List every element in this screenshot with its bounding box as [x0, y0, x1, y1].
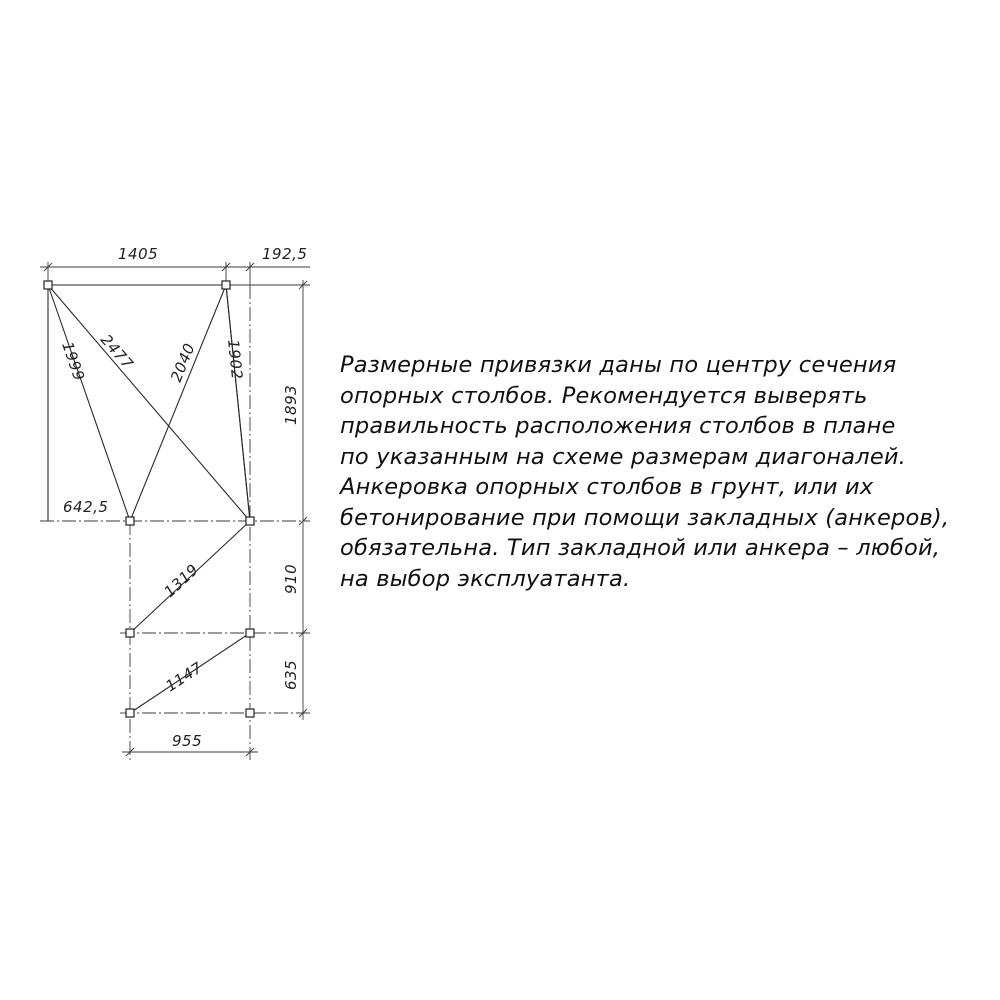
- diagonal-2477: [48, 285, 250, 521]
- post-mid-left: [126, 517, 134, 525]
- dim-label-642-5: 642,5: [63, 498, 109, 516]
- dim-label-1319: 1319: [160, 560, 203, 601]
- dim-label-955: 955: [172, 732, 203, 750]
- post-row4-right: [246, 709, 254, 717]
- note-line: опорных столбов. Рекомендуется выверять: [340, 382, 868, 409]
- dim-label-2477: 2477: [96, 330, 137, 373]
- dim-label-2040: 2040: [167, 340, 199, 385]
- dim-label-910: 910: [282, 563, 300, 594]
- note-line: правильность расположения столбов в плане: [340, 413, 896, 439]
- dim-label-1902: 1902: [224, 338, 247, 381]
- dim-label-1893: 1893: [282, 384, 300, 425]
- post-top-right: [222, 281, 230, 289]
- post-row3-right: [246, 629, 254, 637]
- diagonal-1902: [226, 285, 250, 521]
- post-top-left: [44, 281, 52, 289]
- note-line: Размерные привязки даны по центру сечения: [340, 352, 897, 378]
- note-line: на выбор эксплуатанта.: [340, 565, 631, 592]
- note-line: обязательна. Тип закладной или анкера – любой,: [340, 535, 941, 561]
- diagonal-2040: [130, 285, 226, 521]
- post-mid-right: [246, 517, 254, 525]
- note-line: бетонирование при помощи закладных (анкеров),: [340, 504, 950, 531]
- post-row4-left: [126, 709, 134, 717]
- diagonal-1999: [48, 285, 130, 521]
- dim-label-1405: 1405: [118, 245, 159, 263]
- dim-label-1999: 1999: [58, 339, 89, 384]
- installation-note: [340, 350, 970, 594]
- dim-label-1147: 1147: [162, 658, 206, 696]
- note-line: по указанным на схеме размерам диагоналей.: [340, 443, 907, 470]
- dim-label-635: 635: [282, 659, 300, 690]
- post-row3-left: [126, 629, 134, 637]
- note-line: Анкеровка опорных столбов в грунт, или их: [340, 474, 874, 500]
- dim-label-192-5: 192,5: [262, 245, 308, 263]
